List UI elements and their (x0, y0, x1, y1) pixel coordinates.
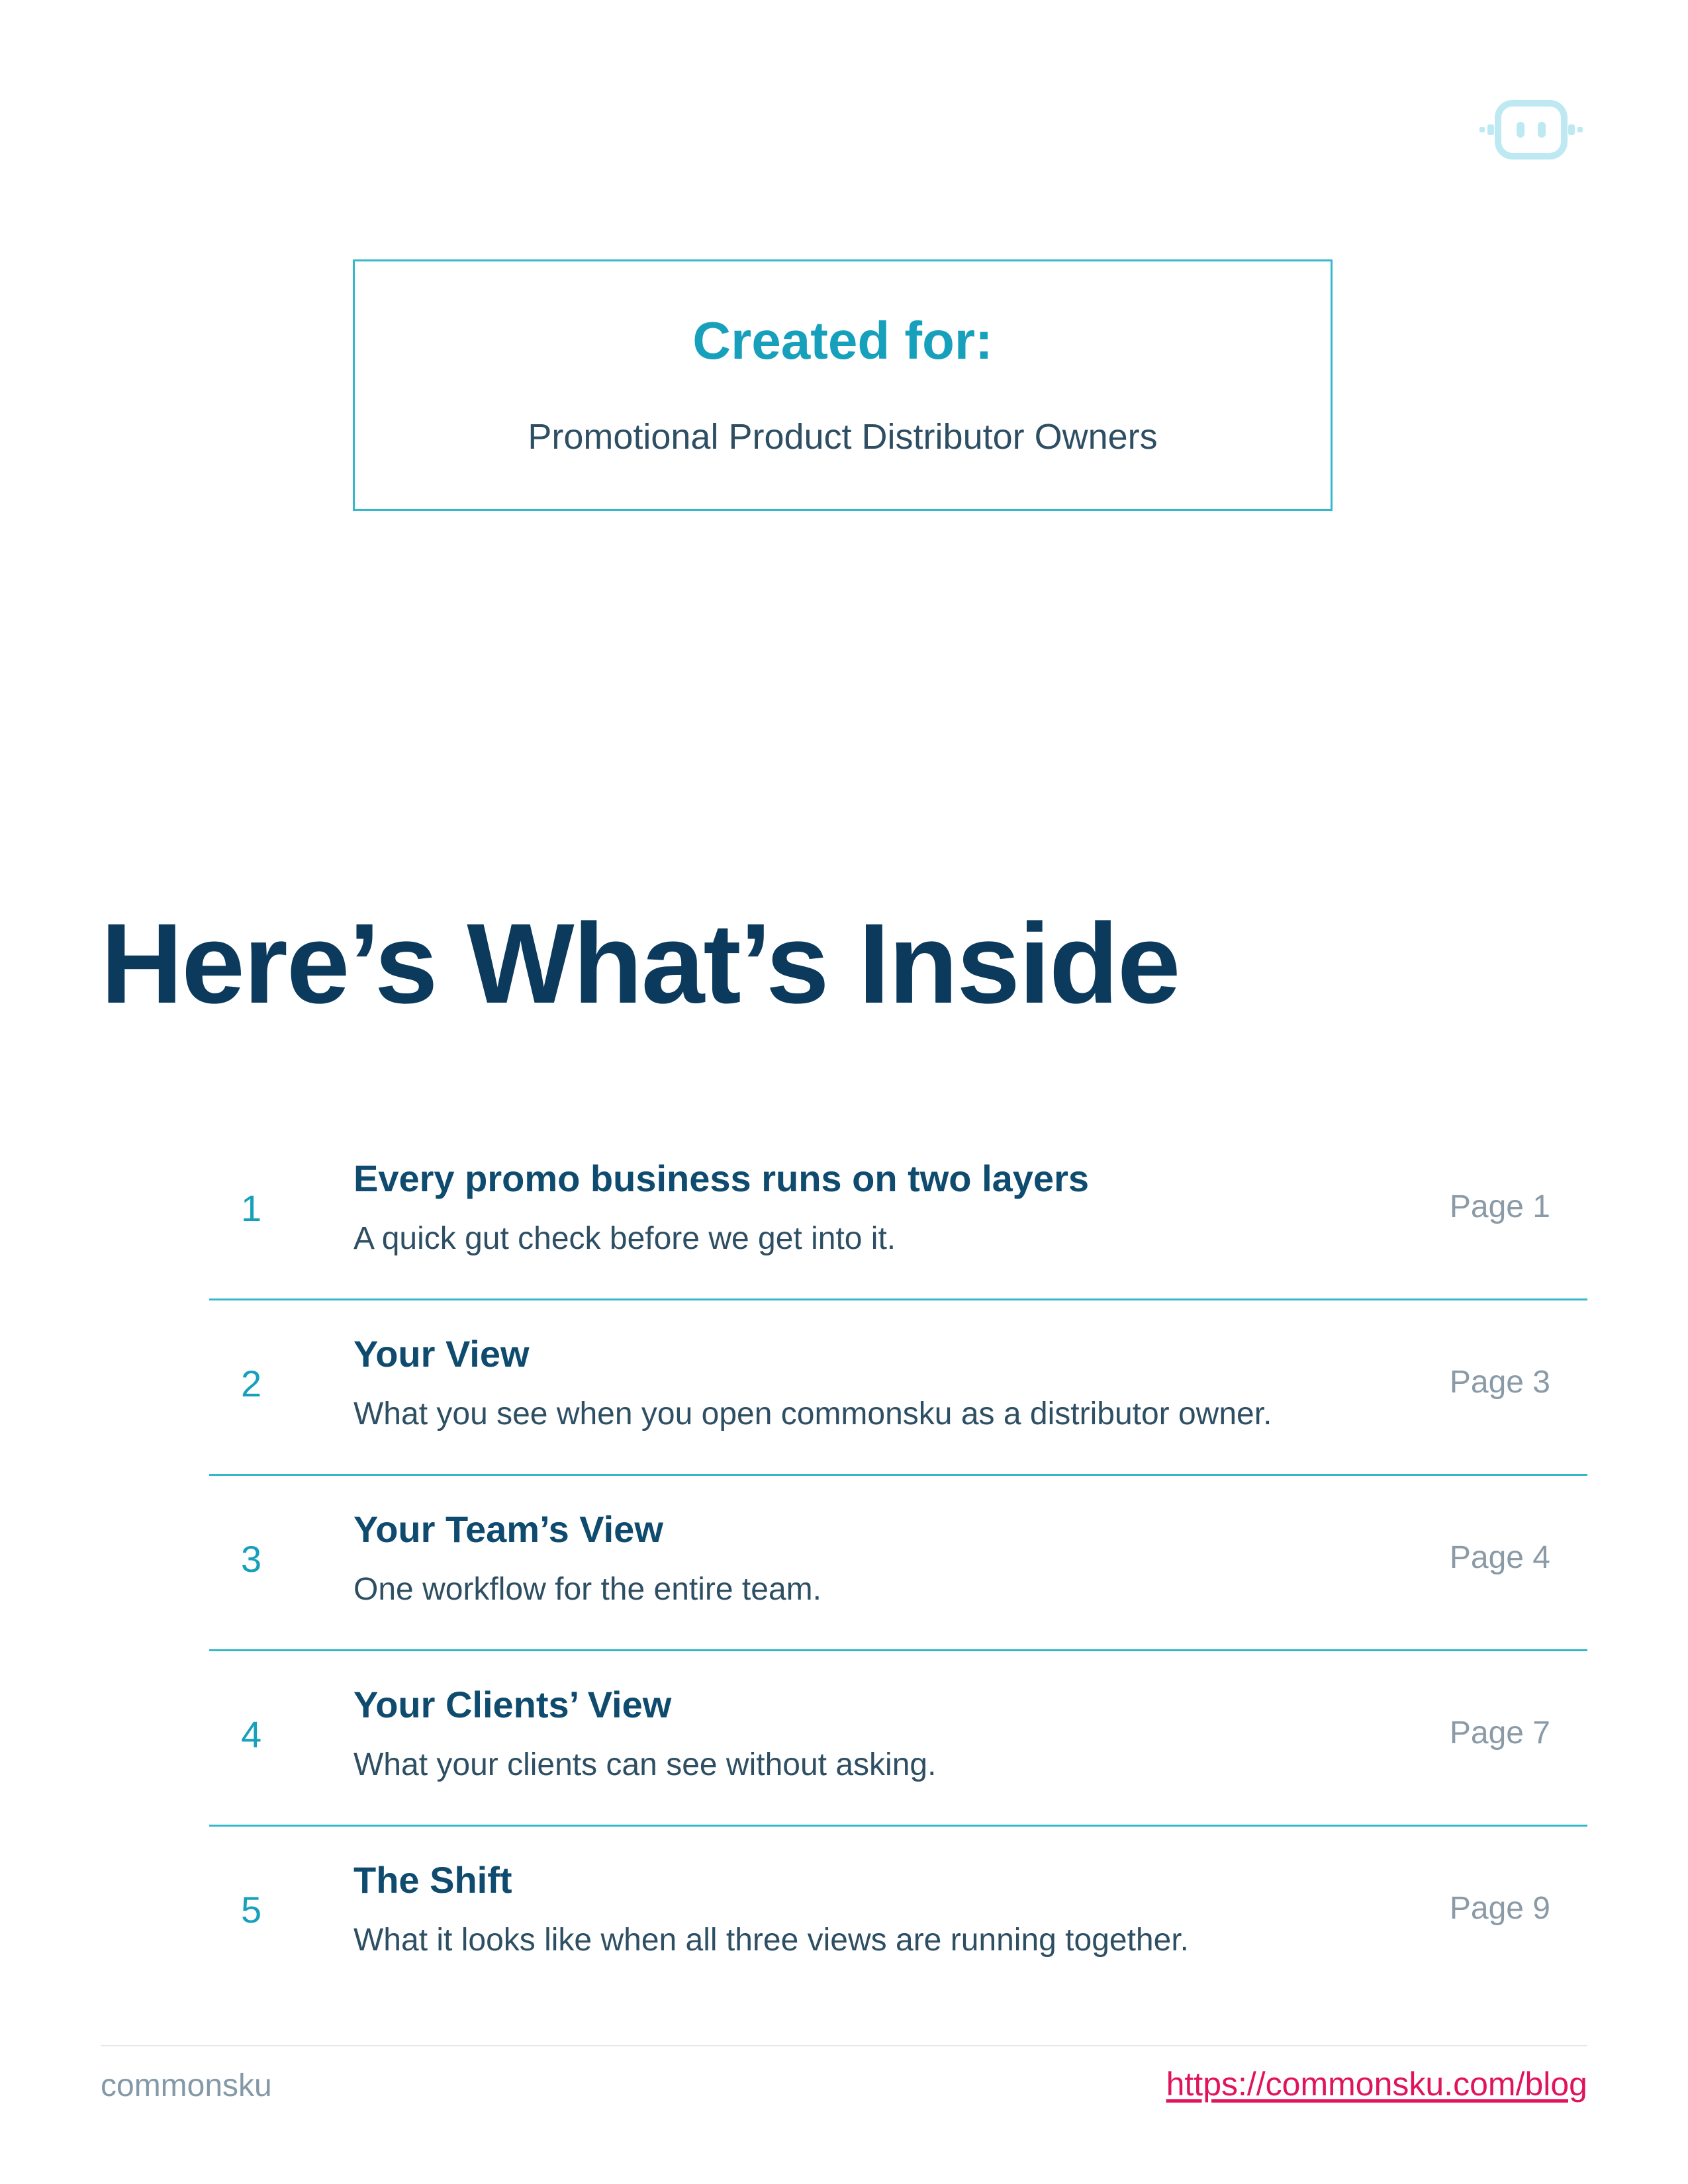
toc-item[interactable] (209, 1827, 1587, 2002)
toc-item-description: A quick gut check before we get into it. (353, 1221, 896, 1256)
toc-item-page: Page 7 (1449, 1715, 1550, 1751)
toc-item-page: Page 9 (1449, 1891, 1550, 1926)
footer-brand: commonsku (101, 2068, 272, 2103)
toc-item-page: Page 1 (1449, 1189, 1550, 1224)
toc-item[interactable] (209, 1651, 1587, 1827)
created-for-audience: Promotional Product Distributor Owners (528, 417, 1158, 457)
created-for-title: Created for: (692, 311, 993, 370)
toc-item-title: Your Team’s View (353, 1508, 663, 1550)
toc-item-title: Your View (353, 1333, 530, 1375)
toc-item-number: 1 (241, 1187, 262, 1229)
toc-item[interactable] (209, 1300, 1587, 1476)
page-title: Here’s What’s Inside (101, 900, 1180, 1027)
robot-head-icon (1479, 98, 1583, 161)
created-for-box (353, 259, 1333, 511)
toc-item-title: The Shift (353, 1859, 512, 1901)
toc-item[interactable] (209, 1125, 1587, 1300)
toc-item[interactable] (209, 1476, 1587, 1651)
toc-item-description: What it looks like when all three views are running together. (353, 1923, 1189, 1958)
toc-item-number: 5 (241, 1889, 262, 1931)
toc-item-number: 4 (241, 1713, 262, 1755)
toc-item-title: Your Clients’ View (353, 1684, 672, 1725)
toc-item-description: What you see when you open commonsku as a distributor owner. (353, 1396, 1272, 1432)
toc-item-description: One workflow for the entire team. (353, 1572, 821, 1607)
toc-item-number: 3 (241, 1538, 262, 1580)
toc-item-page: Page 3 (1449, 1365, 1550, 1400)
toc-item-description: What your clients can see without asking. (353, 1747, 937, 1782)
footer-divider (101, 2045, 1587, 2046)
toc-item-number: 2 (241, 1363, 262, 1404)
footer-blog-link[interactable]: https://commonsku.com/blog (1166, 2066, 1587, 2103)
toc-item-title: Every promo business runs on two layers (353, 1158, 1090, 1199)
toc-item-page: Page 4 (1449, 1540, 1550, 1575)
table-of-contents (209, 1125, 1587, 2002)
